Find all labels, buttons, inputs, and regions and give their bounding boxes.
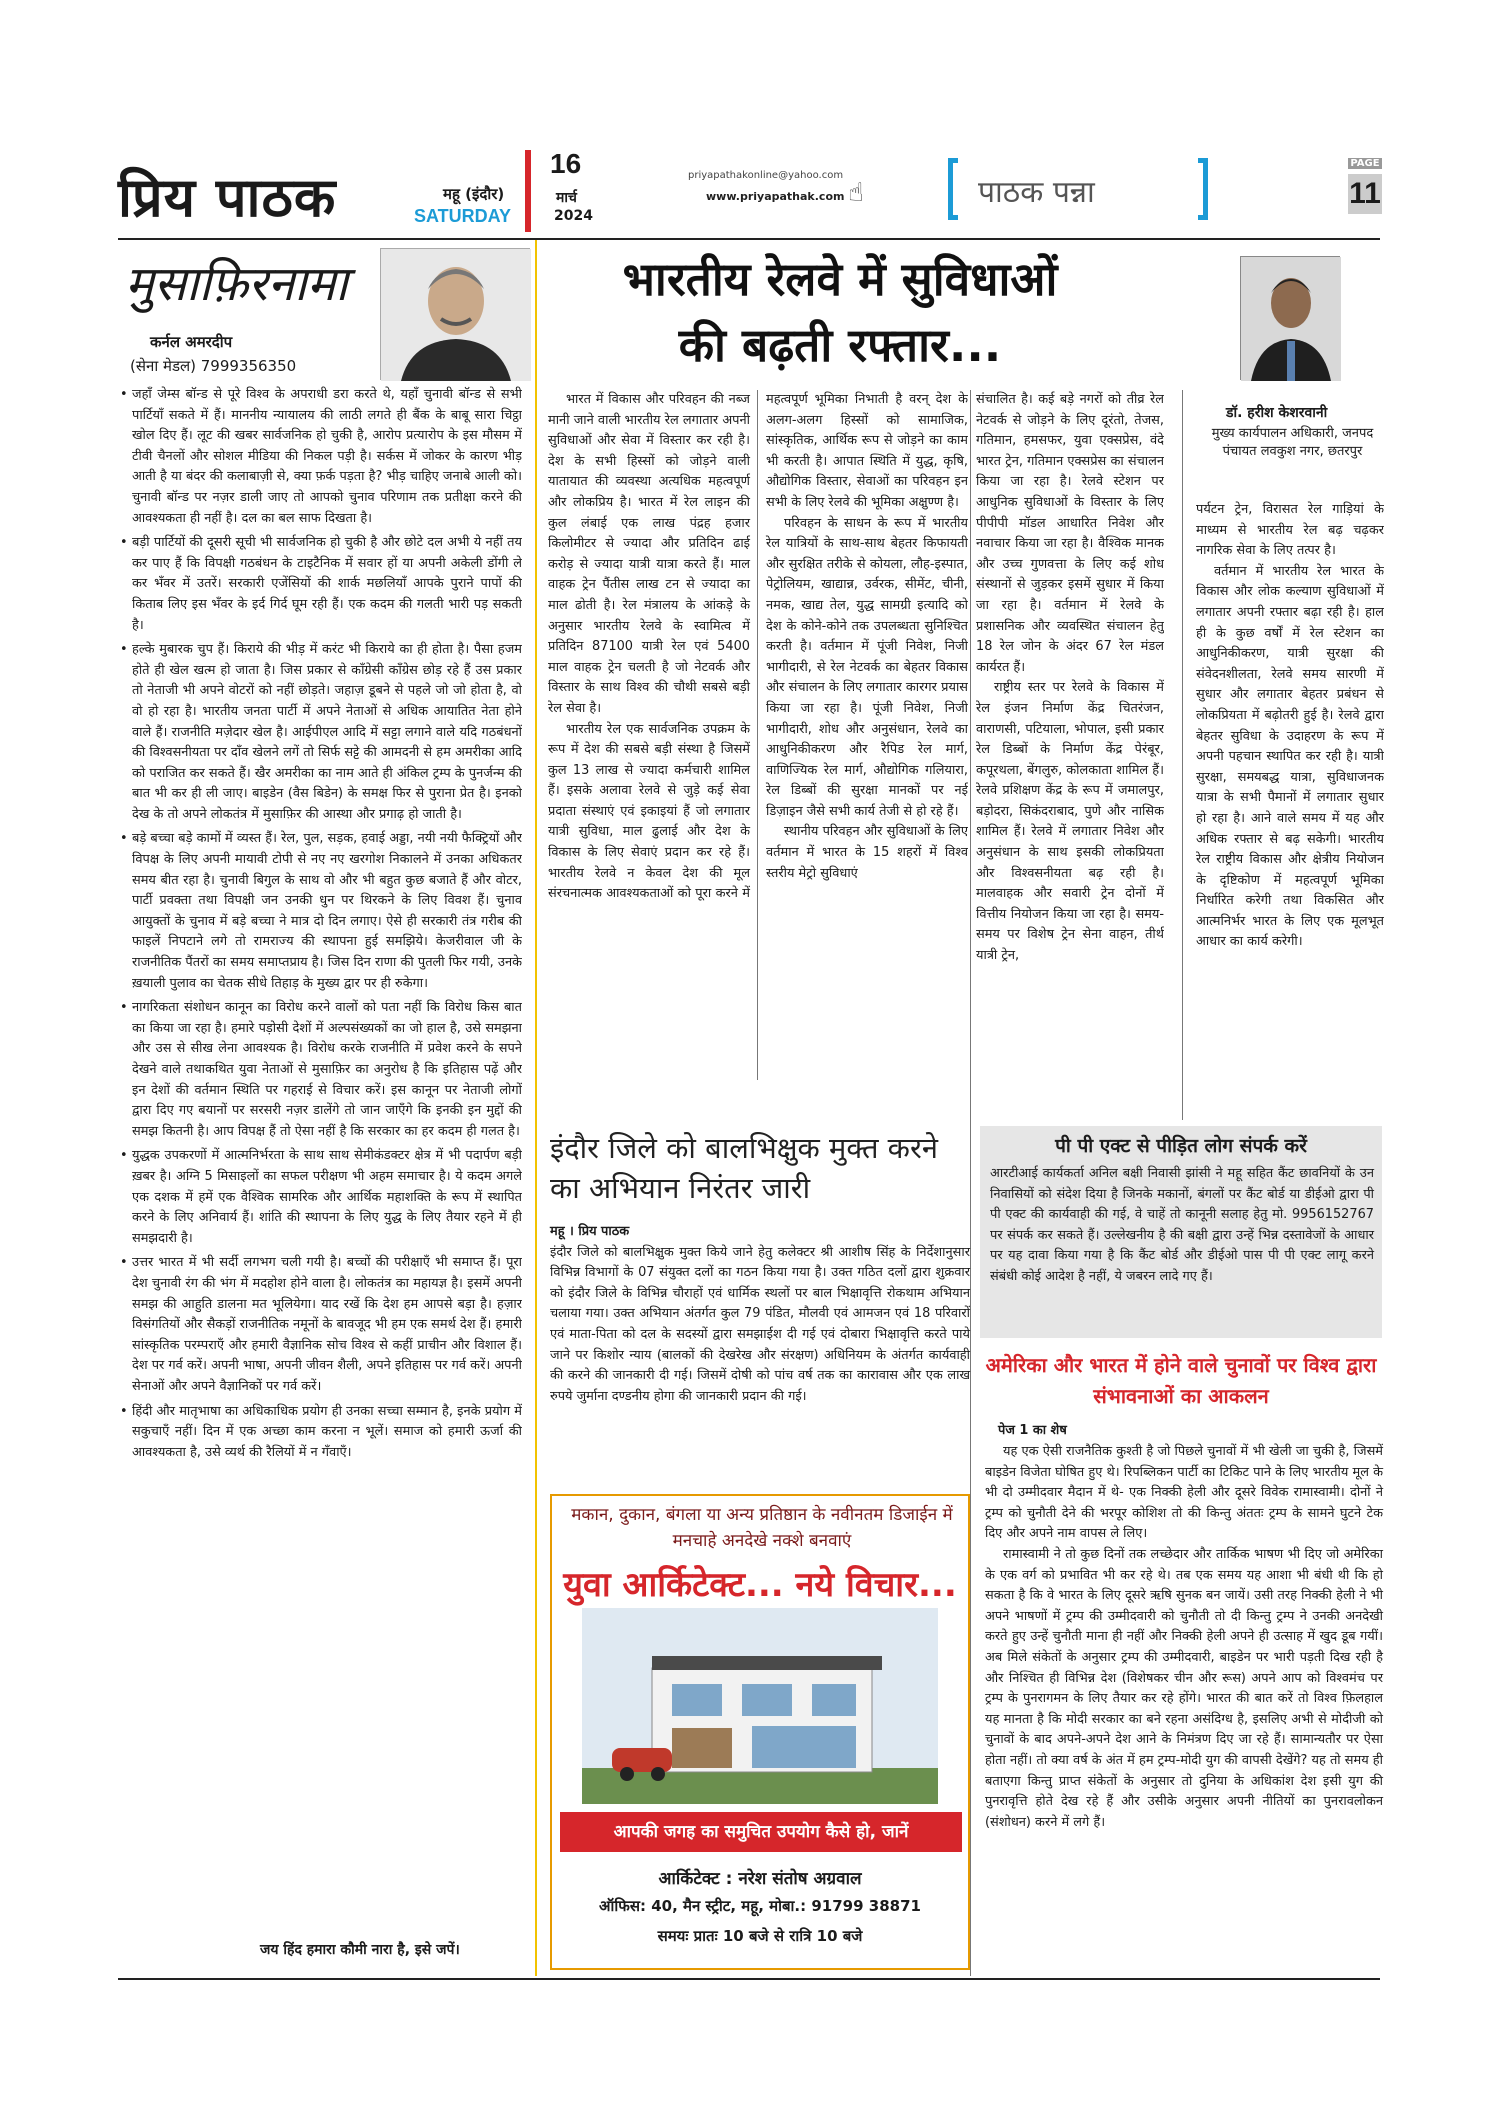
ad-intro: मकान, दुकान, बंगला या अन्य प्रतिष्ठान के नवीनतम डिजाईन में मनचाहे अनदेखे नक्शे बनवाएं — [571, 1505, 953, 1551]
bottom-rule — [118, 1978, 1380, 1980]
city: महू (इंदौर) — [443, 185, 505, 203]
story-headline: इंदौर जिले को बालभिक्षुक मुक्त करने का अभियान निरंतर जारी — [550, 1131, 938, 1205]
column-slogan: जय हिंद हमारा कौमी नारा है, इसे जपें। — [260, 1942, 460, 1958]
lead-author-photo — [1240, 256, 1340, 380]
masthead-divider — [525, 150, 531, 232]
lead-paragraph: भारत में विकास और परिवहन की नब्ज मानी जाने वाली भारतीय रेल लगातार अपनी सुविधाओं और सेवा में विस्तार कर रही है। देश के सभी हिस्सों को जोड़ने वाली यातायात की व्यवस्था अत्यधिक महत्वपूर्ण और लोकप्रिय है। भारत में रेल लाइन की कुल लंबाई एक लाख पंद्रह हजार किलोमीटर से ज्यादा और प्रतिदिन ढाई करोड़ से ज्यादा यात्री यात्रा करते हैं। माल वाहक ट्रेन पैंतीस लाख टन से ज्यादा का माल ढोती है। रेल मंत्रालय के आंकड़े के अनुसार भारतीय रेलवे के स्वामित्व में प्रतिदिन 87100 यात्री रेल एवं 5400 माल वाहक ट्रेन चलती है जो नेटवर्क और विस्तार के साथ विश्व की चौथी सबसे बड़ी रेल सेवा है। — [548, 392, 750, 716]
column-paragraph: • हिंदी और मातृभाषा का अधिकाधिक प्रयोग ही उनका सच्चा सम्मान है, इनके प्रयोग में सकुचाएँ नहीं। दिन में एक अच्छा काम करना न भूलें। समाज को हमारी ऊर्जा की आवश्यकता है, उसे व्यर्थ की रैलियों में न गँवाएँ। — [120, 1402, 522, 1464]
lead-paragraph: पर्यटन ट्रेन, विरासत रेल गाड़ियां के माध्यम से भारतीय रेल बढ़ चढ़कर नागरिक सेवा के लिए तत्पर है। — [1196, 502, 1384, 559]
column-divider — [1182, 390, 1183, 1120]
lead-body-b — [976, 390, 1164, 1080]
column-paragraph: • युद्धक उपकरणों में आत्मनिर्भरता के साथ साथ सेमीकंडक्टर क्षेत्र में भी पदार्पण बड़ी ख़बर है। अग्नि 5 मिसाइलों का सफल परीक्षण भी अहम समाचार है। ये कदम अगले एक दशक में हमें एक वैश्विक सामरिक और आर्थिक महाशक्ति के रूप में स्थापित करने के लिए अनिवार्य हैं। शांति की स्थापना के लिए युद्ध के लिए तैयार रहने में ही समझदारी है। — [120, 1146, 522, 1249]
column-paragraph: • जहाँ जेम्स बॉन्ड से पूरे विश्व के अपराधी डरा करते थे, यहाँ चुनावी बॉन्ड से सभी पार्टियाँ सकते में हैं। माननीय न्यायालय की लाठी लगते ही बैंक के बाबू सारा चिट्ठा खोल दिए हैं। लूट की खबर सार्वजनिक हो चुकी है, आरोप प्रत्यारोप के इस मौसम में टीवी चैनलों और सोशल मीडिया की निकल पड़ी है। सर्कस में जोकर के कारण भीड़ आती है या बंदर की कलाबाज़ी से, क्या फ़र्क पड़ता है? भीड़ चाहिए जनाबे आली को। चुनावी बॉन्ड पर नज़र डाली जाए तो आपको चुनाव परिणाम तक प्रतीक्षा करने की आवश्यकता ही नहीं है। दल का बल साफ दिखता है। — [120, 385, 522, 529]
story-paragraph: यह एक ऐसी राजनैतिक कुश्ती है जो पिछले चुनावों में भी खेली जा चुकी है, जिसमें बाइडेन विजेता घोषित हुए थे। रिपब्लिकन पार्टी का टिकिट पाने के लिए भारतीय मूल के भी दो उम्मीदवार मैदान में थे- एक निक्की हेली और दूसरे विवेक रामास्वामी। दोनों ने ट्रम्प को चुनौती देने की भरपूर कोशिश तो की किन्तु अंततः ट्रम्प के सामने घुटने टेक दिए और अपने नाम वापस ले लिए। — [985, 1444, 1383, 1542]
notice-box — [980, 1126, 1382, 1338]
lead-author-title: मुख्य कार्यपालन अधिकारी, जनपद पंचायत लवकुश नगर, छतरपुर — [1211, 426, 1374, 459]
lead-body-a — [548, 390, 968, 1080]
notice-body: आरटीआई कार्यकर्ता अनिल बक्षी निवासी झांसी ने महू सहित कैंट छावनियों के उन निवासियों को संदेश दिया है जिनके मकानों, बंगलों पर कैंट बोर्ड या डीईओ द्वारा पी पी एक्ट की कार्यवाही की गई, वे चाहें तो कानूनी सलाह हेतु मो. 9956152767 पर संपर्क कर सकते हैं। उल्लेखनीय है की बक्षी द्वारा उन्हें भिन्न दस्तावेजों के आधार पर यह दावा किया गया है कि कैंट बोर्ड और डीईओ पास पी पी एक्ट लागू करने संबंधी कोई आदेश है नहीं, ये जबरन लादे गए हैं। — [990, 1166, 1374, 1284]
headline-line-1: भारतीय रेलवे में सुविधाओं — [622, 252, 1058, 306]
top-rule — [118, 238, 1380, 240]
column-paragraph: • उत्तर भारत में भी सर्दी लगभग चली गयी है। बच्चों की परीक्षाएँ भी समाप्त हैं। पूरा देश चुनावी रंग की भंग में मदहोश होने वाला है। लोकतंत्र का महायज्ञ है। इसमें अपनी समझ की आहुति डालना मत भूलियेगा। याद रखें कि देश हम आपसे बड़ा है। हज़ार विसंगतियों और सैकड़ों राजनीतिक नमूनों के बावजूद भी हम एक समर्थ देश हैं। हमारी सांस्कृतिक परम्पराएँ और हमारी वैज्ञानिक सोच विश्व से कहीं प्राचीन और विशाल हैं। देश पर गर्व करें। अपनी भाषा, अपनी जीवन शैली, अपने इतिहास पर गर्व करें। अपनी सेनाओं और अपने वैज्ञानिकों पर गर्व करें। — [120, 1253, 522, 1397]
ad-office: ऑफिस: 40, मैन स्ट्रीट, महू, मोबा.: 91799 38871 — [599, 1897, 921, 1915]
house-illustration — [582, 1608, 938, 1804]
column-body — [120, 385, 522, 1965]
page-label: PAGE — [1348, 158, 1382, 169]
story-dateline: महू । प्रिय पाठक — [550, 1224, 630, 1239]
website-link[interactable]: www.priyapathak.com — [706, 190, 845, 203]
advertisement — [550, 1494, 970, 1970]
lead-body-c — [1196, 500, 1384, 1120]
lead-paragraph: भारतीय रेल एक सार्वजनिक उपक्रम के रूप में देश की सबसे बड़ी संस्था है जिसमें कुल 13 लाख से ज्यादा कर्मचारी शामिल हैं। इसके अलावा रेलवे से जुड़े कई सेवा प्रदाता संस्थाएं एवं इकाइयां हैं जो लगातार यात्री सुविधा, माल ढुलाई और देश के विकास के लिए सेवाएं प्रदान कर रहे हैं। भारतीय रेलवे न केवल देश की मूल संरचनात्मक आवश्यकताओं को पूरा करने में महत्वपूर्ण भूमिका निभाती है वरन् देश के अलग-अलग हिस्सों को सामाजिक, सांस्कृतिक, आर्थिक रूप से जोड़ने का काम भी करती है। आपात स्थिति में युद्ध, कृषि, औद्योगिक विस्तार, सेवाओं का परिवहन इन सभी के लिए रेलवे की भूमिका अक्षुण्ण है। — [548, 392, 968, 902]
column-paragraph: • बड़े बच्चा बड़े कामों में व्यस्त हैं। रेल, पुल, सड़क, हवाई अड्डा, नयी नयी फैक्ट्रियों और विपक्ष के लिए अपनी मायावी टोपी से नए नए खरगोश निकालने में उनका अधिकतर समय बीत रहा है। चुनावी बिगुल के साथ वो और भी बहुत कुछ बजाते हैं और वोटर, पार्टी प्रवक्ता तथा विपक्षी जन उनकी धुन पर थिरकने के लिए विवश हैं। चुनाव आयुक्तों के चुनाव में बड़े बच्चा ने मात्र दो दिन लगाए। ऐसे ही सरकारी तंत्र गरीब की फाइलें निपटाने लगे तो रामराज्य की स्थापना हुई समझिये। केजरीवाल जी के राजनीतिक पैंतरों का समय समाप्तप्राय है। जिस दिन राणा की पुतली फिर गयी, उनके ख़याली पुलाव का चेतक सीधे तिहाड़ के मुख्य द्वार पर ही रुकेगा। — [120, 829, 522, 994]
story-body — [550, 1222, 970, 1407]
masthead — [118, 148, 1380, 238]
lead-author-name: डॉ. हरीश केशरवानी — [1226, 405, 1328, 421]
bracket-right-icon — [1198, 158, 1208, 220]
author-photo — [380, 248, 530, 380]
lead-paragraph: वर्तमान में भारतीय रेल भारत के विकास और लोक कल्याण सुविधाओं में लगातार अपनी रफ्तार बढ़ा रही है। हाल ही के कुछ वर्षों में रेल स्टेशन का आधुनिकीकरण, यात्री सुरक्षा की संवेदनशीलता, रेलवे समय सारणी में सुधार और लगातार बेहतर प्रबंधन से लोकप्रियता में बढ़ोतरी हुई है। रेलवे द्वारा बेहतर सुविधा के उदाहरण के रूप में अपनी पहचान स्थापित कर रही है। यात्री सुरक्षा, समयबद्ध यात्रा, सुविधाजनक यात्रा के सभी पैमानों में लगातार सुधार हो रहा है। आने वाले समय में यह और अधिक रफ्तार से बढ़ सकेगी। भारतीय रेल राष्ट्रीय विकास और क्षेत्रीय नियोजन के दृष्टिकोण में महत्वपूर्ण भूमिका निर्धारित करेगी तथा विकसित और आत्मनिर्भर भारत के लिए एक मूलभूत आधार का कार्य करेगी। — [1196, 563, 1384, 950]
lead-paragraph: स्थानीय परिवहन और सुविधाओं के लिए वर्तमान में भारत के 15 शहरों में विश्व स्तरीय मेट्रो सुविधाएं — [766, 824, 968, 881]
story-paragraph: रामास्वामी ने तो कुछ दिनों तक लच्छेदार और तार्किक भाषण भी दिए जो अमेरिका के एक वर्ग को प्रभावित भी कर रहे थे। तब एक समय यह आशा भी बंधी थी कि हो सकता है कि वे भारत के लिए दूसरे ऋषि सुनक बन जायें। उसी तरह निक्की हेली ने भी अपने भाषणों में ट्रम्प की उम्मीदवारी को चुनौती तो दी किन्तु ट्रम्प ने उनकी अनदेखी करते हुए उन्हें चुनौती माना ही नहीं और निक्की हेली अपने ही उत्साह में खुद डूब गयीं। अब मिले संकेतों के अनुसार ट्रम्प की उम्मीदवारी, बाइडेन पर भारी पड़ती दिख रही है और निश्चित ही विभिन्न देश (विशेषकर चीन और रूस) अपने आप को विश्वमंच पर ट्रम्प के पुनरागमन के लिए तैयार कर रहे होंगे। भारत की बात करें तो विश्व फ़िलहाल यह मानता है कि मोदी सरकार का बने रहना असंदिग्ध है, इसलिए अभी से मोदीजी को चुनावों के बाद अपने-अपने देश आने के निमंत्रण दिए जा रहे हैं। सामान्यतौर पर ऐसा होता नहीं। तो क्या वर्ष के अंत में हम ट्रम्प-मोदी युग की वापसी देखेंगे? यह तो समय ही बताएगा किन्तु प्राप्त संकेतों के अनुसार तो दुनिया के अधिकांश देश इसी युग की पुनरावृत्ति होते देख रहे हैं और उसीके अनुसार अपनी नीतियों का पुनरावलोकन (संशोधन) करने में लगे हैं। — [985, 1546, 1383, 1830]
date-year: 2024 — [554, 208, 593, 224]
lead-paragraph: परिवहन के साधन के रूप में भारतीय रेल यात्रियों के साथ-साथ बेहतर किफायती और सुरक्षित तरीके से कोयला, लौह-इस्पात, पेट्रोलियम, खाद्यान्न, उर्वरक, सीमेंट, चीनी, नमक, खाद्य तेल, युद्ध सामग्री इत्यादि को देश के कोने-कोने तक उपलब्धता सुनिश्चित करती है। वर्तमान में पूंजी निवेश, निजी भागीदारी, से रेल नेटवर्क का बेहतर विकास और संचालन के लिए लगातार कारगर प्रयास किया जा रहा है। पूंजी निवेश, निजी भागीदारी, शोध और अनुसंधान, रेलवे का आधुनिकीकरण और रैपिड रेल मार्ग, वाणिज्यिक रेल मार्ग, औद्योगिक गलियारा, रेल डिब्बों की सुरक्षा मानकों पर नई डिज़ाइन जैसे सभी कार्य तेजी से हो रहे हैं। — [766, 515, 968, 819]
story-continuation-label: पेज 1 का शेष — [998, 1423, 1067, 1438]
column-title: मुसाफ़िरनामा — [125, 256, 348, 312]
column-divider — [970, 390, 971, 1976]
author-detail: (सेना मेडल) 7999356350 — [130, 357, 297, 375]
section-label-box — [948, 158, 1208, 220]
ad-brand: युवा आर्किटेक्ट... नये विचार... — [563, 1565, 957, 1605]
ad-timing: समयः प्रातः 10 बजे से रात्रि 10 बजे — [657, 1927, 863, 1945]
story-headline: अमेरिका और भारत में होने वाले चुनावों पर विश्व द्वारा संभावनाओं का आकलन — [985, 1353, 1377, 1408]
newspaper-logo: प्रिय पाठक — [118, 165, 337, 229]
lead-paragraph: संचालित है। कई बड़े नगरों को तीव्र रेल नेटवर्क से जोड़ने के लिए दूरंतो, तेजस, गतिमान, हमसफर, युवा एक्सप्रेस, वंदे भारत ट्रेन, गतिमान एक्सप्रेस का संचालन किया जा रहा है। रेलवे स्टेशन पर आधुनिक सुविधाओं के विस्तार के लिए पीपीपी मॉडल आधारित निवेश और नवाचार किया जा रहा है। वैश्विक मानक और उच्च गुणवत्ता के लिए कई शोध संस्थानों से जुड़कर इसमें सुधार में किया जा रहा है। वर्तमान में रेलवे के प्रशासनिक और व्यवस्थित संचालन हेतु 18 रेल जोन के अंदर 67 रेल मंडल कार्यरत हैं। — [976, 392, 1164, 675]
ad-architect: आर्किटेक्ट : नरेश संतोष अग्रवाल — [658, 1869, 862, 1889]
ad-tagline: आपकी जगह का समुचित उपयोग कैसे हो, जानें — [560, 1812, 962, 1852]
date-day: 16 — [550, 148, 582, 179]
email-address[interactable]: priyapathakonline@yahoo.com — [688, 170, 844, 181]
column-paragraph: • हल्के मुबारक चुप हैं। किराये की भीड़ में करंट भी किराये का ही होता है। पैसा हजम होते ही खेल खत्म हो जाता है। जिस प्रकार से कॉंग्रेसी कॉंग्रेस छोड़ रहे हैं उस प्रकार तो नेताजी भी अपने वोटरों को नहीं छोड़ते। जहाज़ डूबने से पहले जो जो होता है, वो वो हो रहा है। भारतीय जनता पार्टी में अपने नेताओं से अधिक आयातित नेता होने वाले हैं। राजनीति मज़ेदार खेल है। आईपीएल आदि में सट्टा लगाने वाले यदि गठबंधनों की विश्वसनीयता पर दाँव खेलने लगें तो सिर्फ सट्टे की आमदनी से हम अमरीका आदि को पराजित कर सकते हैं। खैर अमरीका का नाम आते ही अंकिल ट्रम्प के पुनर्जन्म की बात भी कर ही ली जाए। बाइडेन (वैस बिडेन) के समक्ष फिर से पुराना प्रेत है। इनको देख के तो अपने लोकतंत्र में मुसाफ़िर की आस्था और प्रगाढ़ हो जाती है। — [120, 640, 522, 825]
section-label: पाठक पन्ना — [978, 175, 1095, 210]
lead-headline — [560, 246, 1120, 378]
column-paragraph: • बड़ी पार्टियों की दूसरी सूची भी सार्वजनिक हो चुकी है और छोटे दल अभी ये नहीं तय कर पाए हैं कि विपक्षी गठबंधन के टाइटैनिक में सवार हों या अपनी अकेली डोंगी ले कर भँवर में उतरें। सरकारी एजेंसियों की शार्क मछलियाँ आपके पुराने पापों की किताब लिए इस भँवर के इर्द गिर्द घूम रही हैं। एक कदम की गलती भारी पड़ सकती है। — [120, 533, 522, 636]
story-text: इंदौर जिले को बालभिक्षुक मुक्त किये जाने हेतु कलेक्टर श्री आशीष सिंह के निर्देशानुसार विभिन्न विभागों के 07 संयुक्त दलों का गठन किया गया है। उक्त गठित दलों द्वारा शुक्रवार को इंदौर जिले के विभिन्न चौराहों एवं धार्मिक स्थलों पर बाल भिक्षावृत्ति रोकथाम अभियान चलाया गया। उक्त अभियान अंतर्गत कुल 79 पंडित, मौलवी एवं आमजन एवं 18 परिवारों एवं माता-पिता को दल के सदस्यों द्वारा समझाईश दी गई एवं दोबारा भिक्षावृत्ति करते पाये जाने पर किशोर न्याय (बालकों की देखरेख और संरक्षण) अधिनियम के अंतर्गत कार्यवाही की करने की जानकारी दी गई। जिसमें दोषी को पांच वर्ष तक का कारावास और एक लाख रुपये जुर्माना दण्डनीय होगा की जानकारी प्रदान की गई। — [550, 1244, 970, 1404]
story-body — [985, 1442, 1383, 1833]
headline-line-2: की बढ़ती रफ्तार... — [678, 318, 1002, 372]
author-name: कर्नल अमरदीप — [150, 333, 233, 351]
column-divider — [535, 240, 537, 1976]
bracket-left-icon — [948, 158, 958, 220]
pointing-hand-icon: ☝ — [848, 178, 864, 208]
lead-paragraph: राष्ट्रीय स्तर पर रेलवे के विकास में रेल इंजन निर्माण केंद्र चितरंजन, वाराणसी, पटियाला, भोपाल, इसी प्रकार रेल डिब्बों के निर्माण केंद्र पेरंबूर, कपूरथला, बेंगलुरु, कोलकाता शामिल हैं। रेलवे प्रशिक्षण केंद्र के रूप में जमालपुर, बड़ोदरा, सिकंदराबाद, पुणे और नासिक शामिल हैं। रेलवे में लगातार निवेश और अनुसंधान के साथ इसकी लोकप्रियता और विश्वसनीयता बढ़ रही है। मालवाहक और सवारी ट्रेन दोनों में वित्तीय नियोजन किया जा रहा है। समय-समय पर विशेष ट्रेन सेना वाहन, तीर्थ यात्री ट्रेन, — [976, 680, 1164, 964]
notice-headline: पी पी एक्ट से पीड़ित लोग संपर्क करें — [1055, 1135, 1307, 1157]
day-name: SATURDAY — [414, 206, 512, 226]
page-number: 11 — [1348, 174, 1382, 214]
date-month: मार्च — [556, 190, 577, 206]
column-paragraph: • नागरिकता संशोधन कानून का विरोध करने वालों को पता नहीं कि विरोध किस बात का किया जा रहा है। हमारे पड़ोसी देशों में अल्पसंख्यकों का जो हाल है, उसे समझना और उस से सीख लेना आवश्यक है। विरोध करके राजनीति में प्रवेश करने के सपने देखने वाले तथाकथित युवा नेताओं से मुसाफ़िर का अनुरोध है कि इतिहास पढ़ें और इन देशों की वर्तमान स्थिति पर गहराई से विचार करें। इस कानून पर नेताजी लोगों द्वारा दिए गए बयानों पर सरसरी नज़र डालेंगे तो जान जाएँगे कि इनकी इन मुद्दों की समझ कितनी है। आप विपक्ष हैं तो ऐसा नहीं है कि सरकार का हर कदम ही गलत है। — [120, 998, 522, 1142]
